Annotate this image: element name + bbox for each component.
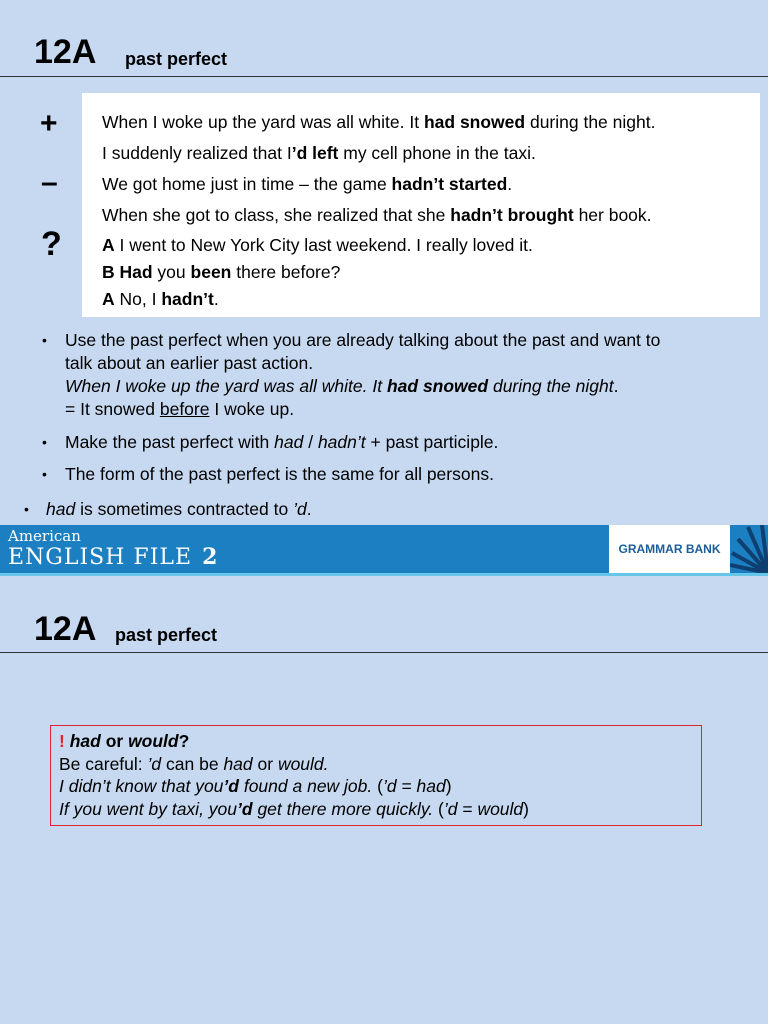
warning-note-box: [50, 725, 702, 826]
text-segment: her book.: [573, 205, 652, 225]
text-segment: !: [59, 731, 70, 751]
text-segment: A: [102, 235, 115, 255]
grammar-bank-badge: GRAMMAR BANK: [609, 525, 730, 573]
question-symbol: ?: [41, 225, 62, 263]
note-line: [59, 756, 329, 774]
text-segment: + past participle.: [365, 432, 499, 452]
text-segment: No, I: [114, 289, 162, 309]
text-segment: ’d: [382, 776, 397, 796]
brand-level: 2: [202, 544, 219, 570]
slide-subtitle: past perfect: [115, 625, 218, 645]
plus-symbol: +: [40, 107, 58, 140]
brand-banner: [0, 525, 768, 576]
text-segment: ’d: [237, 799, 253, 819]
text-segment: When I woke up the yard was all white. It: [65, 376, 387, 396]
rule-line: [65, 463, 494, 486]
text-segment: had: [69, 731, 101, 751]
text-segment: .: [507, 174, 513, 194]
text-segment: I went to New York City last weekend. I really loved it.: [114, 235, 533, 255]
note-line: [59, 778, 452, 796]
text-segment: Be careful:: [59, 754, 148, 774]
text-segment: When she got to class, she realized that she: [102, 205, 451, 225]
text-segment: had: [416, 776, 446, 796]
minus-symbol: –: [41, 166, 58, 199]
text-segment: (: [438, 799, 444, 819]
example-line: [102, 237, 533, 255]
text-segment: Use the past perfect when you are already talking about the past and want to: [65, 330, 661, 350]
brand-name: ENGLISH FILE: [8, 545, 193, 570]
bullet: •: [42, 466, 47, 482]
rule-line: [65, 329, 660, 352]
text-segment: get there more quickly.: [252, 799, 439, 819]
example-line: [102, 145, 536, 163]
example-line: [102, 114, 655, 132]
text-segment: We got home just in time – the game: [102, 174, 392, 194]
text-segment: ): [445, 776, 452, 796]
bullet: •: [42, 332, 47, 348]
text-segment: been: [190, 262, 232, 282]
bullet: •: [42, 434, 47, 450]
text-segment: ?: [178, 731, 190, 751]
text-segment: talk about an earlier past action.: [65, 353, 314, 373]
text-segment: during the night: [488, 376, 614, 396]
text-segment: I didn’t know that you: [59, 776, 224, 796]
text-segment: =: [457, 799, 478, 819]
text-segment: my cell phone in the taxi.: [338, 143, 536, 163]
text-segment: there before?: [231, 262, 341, 282]
rule-line: [46, 498, 312, 521]
text-segment: can be: [161, 754, 224, 774]
text-segment: .: [306, 499, 312, 519]
example-line: [102, 291, 219, 309]
rule-line: [65, 375, 618, 398]
example-line: [102, 264, 340, 282]
text-segment: hadn’t brought: [450, 205, 574, 225]
text-segment: ’d: [443, 799, 458, 819]
brand-american: American: [8, 527, 81, 545]
text-segment: .: [613, 376, 619, 396]
rule-line: [65, 352, 313, 375]
text-segment: would: [128, 731, 179, 751]
text-segment: When I woke up the yard was all white. It: [102, 112, 424, 132]
text-segment: ’d left: [291, 143, 339, 163]
text-segment: during the night.: [525, 112, 656, 132]
text-segment: would.: [277, 754, 329, 774]
text-segment: B Had: [102, 262, 153, 282]
text-segment: or: [252, 754, 278, 774]
text-segment: ’d: [223, 776, 239, 796]
text-segment: had snowed: [423, 112, 526, 132]
note-title: [59, 733, 189, 751]
example-line: [102, 207, 652, 225]
example-line: [102, 176, 512, 194]
brand-title: [8, 546, 218, 569]
text-segment: ): [523, 799, 529, 819]
title-divider: [0, 76, 768, 77]
rule-line: [65, 431, 498, 454]
text-segment: had: [223, 754, 253, 774]
text-segment: would: [477, 799, 524, 819]
text-segment: The form of the past perfect is the same for all persons.: [65, 464, 494, 484]
text-segment: If you went by taxi, you: [59, 799, 238, 819]
text-segment: is sometimes contracted to: [75, 499, 294, 519]
text-segment: I woke up.: [209, 399, 295, 419]
text-segment: before: [159, 399, 210, 419]
text-segment: Make the past perfect with: [65, 432, 275, 452]
bullet: •: [24, 501, 29, 517]
text-segment: = It snowed: [65, 399, 160, 419]
text-segment: (: [377, 776, 383, 796]
slide-subtitle: past perfect: [125, 49, 228, 69]
text-segment: ’d: [293, 499, 307, 519]
text-segment: =: [396, 776, 417, 796]
text-segment: A: [102, 289, 115, 309]
text-segment: found a new job.: [238, 776, 378, 796]
text-segment: had snowed: [386, 376, 489, 396]
text-segment: .: [213, 289, 219, 309]
text-segment: had: [46, 499, 76, 519]
text-segment: had: [274, 432, 304, 452]
text-segment: hadn’t: [161, 289, 214, 309]
text-segment: or: [100, 731, 129, 751]
text-segment: /: [303, 432, 318, 452]
slide-number: 12A: [34, 610, 97, 648]
text-segment: I suddenly realized that I: [102, 143, 292, 163]
banner-stripe: [0, 573, 768, 576]
text-segment: hadn’t started: [391, 174, 508, 194]
sunburst-logo-icon: [730, 525, 768, 573]
text-segment: ’d: [147, 754, 162, 774]
rule-line: [65, 398, 294, 421]
note-line: [59, 801, 529, 819]
slide-number: 12A: [34, 33, 97, 71]
text-segment: you: [152, 262, 191, 282]
text-segment: hadn’t: [317, 432, 366, 452]
title-divider: [0, 652, 768, 653]
